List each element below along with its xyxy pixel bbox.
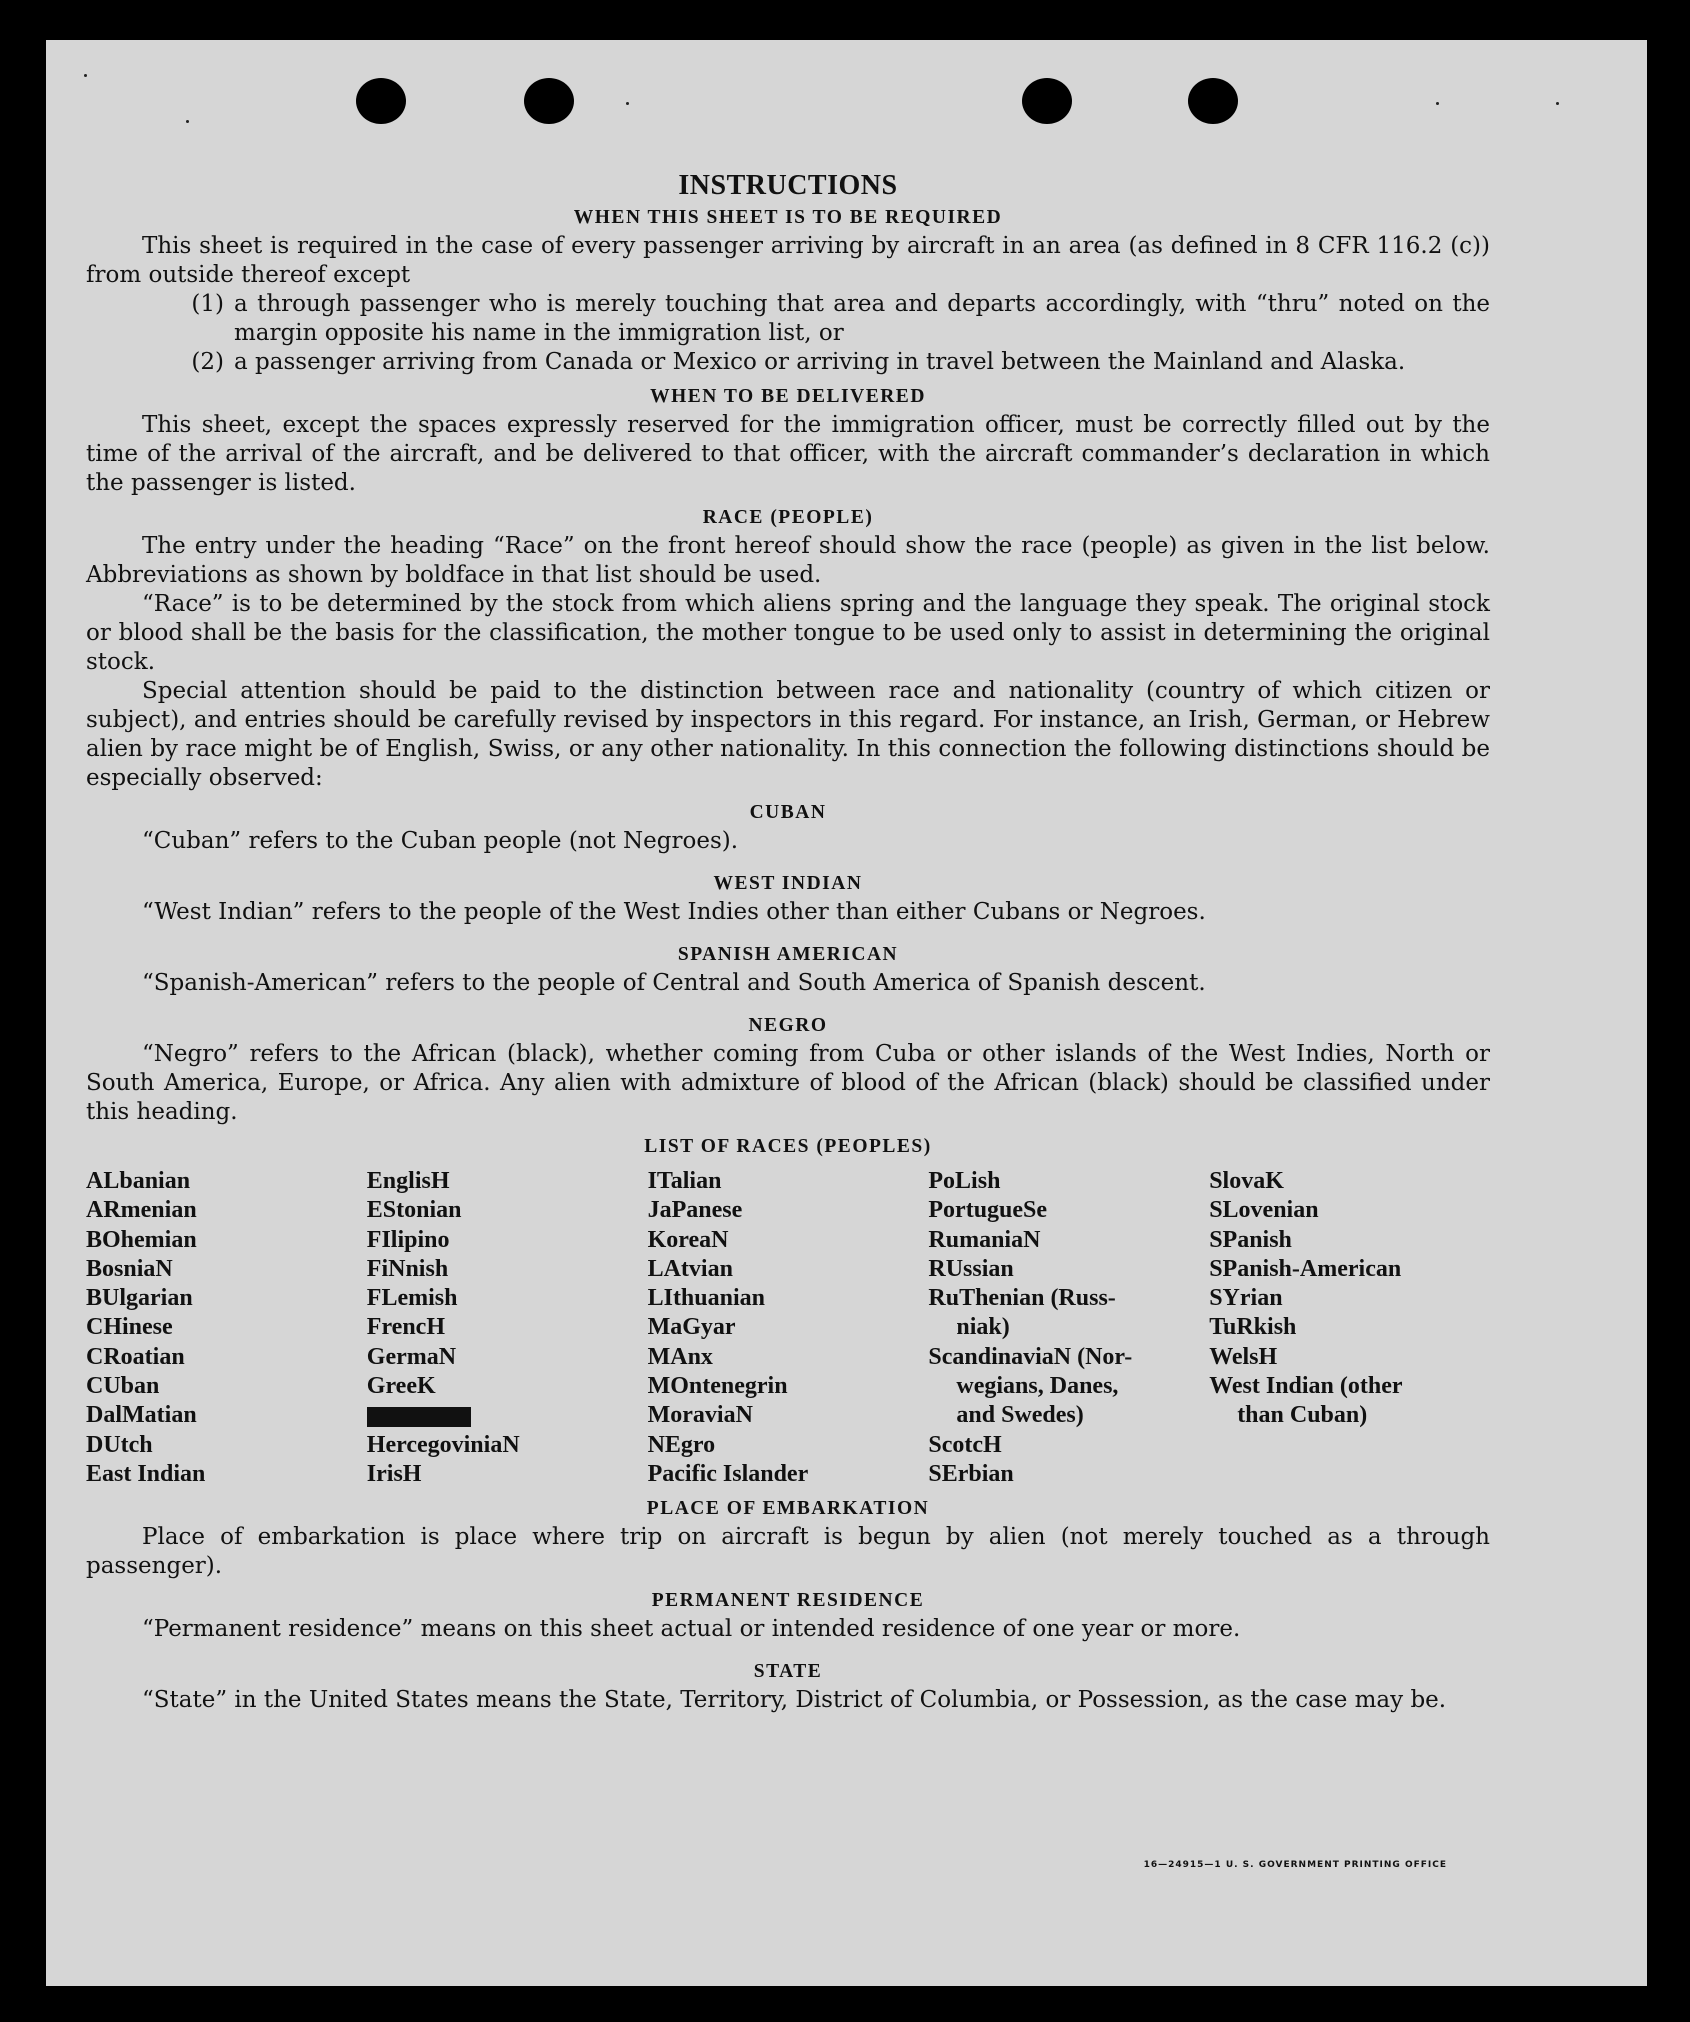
cuban-text: “Cuban” refers to the Cuban people (not Negroes). — [142, 828, 739, 854]
races-column-2 — [367, 1167, 648, 1489]
race-paragraph-2: “Race” is to be determined by the stock from which aliens spring and the language they speak. The original stock or blood shall be the basis for the classification, the mother tongue to be used only to assist in determining the original stock. — [86, 591, 1490, 675]
race-entry-line: and Swedes) — [956, 1402, 1084, 1429]
exception-item — [86, 348, 1490, 377]
embarkation-text: Place of embarkation is place where trip on aircraft is begun by alien (not merely touched as a through passenger). — [86, 1524, 1490, 1580]
race-entry: FLemish — [366, 1285, 458, 1312]
race-entry-ruthenian — [928, 1284, 1209, 1343]
print-code: 16—24915—1 U. S. GOVERNMENT PRINTING OFFICE — [1143, 1860, 1447, 1870]
race-entry: CHinese — [86, 1314, 173, 1341]
speck — [626, 102, 629, 105]
race-paragraph-3: Special attention should be paid to the distinction between race and nationality (country of which citizen or subject), and entries should be carefully revised by inspectors in this regard. For instance, an Irish, German, or Hebrew alien by race might be of English, Swiss, or any other nationality. In this connection the following distinctions should be especially observed: — [86, 678, 1490, 791]
race-entry: BUlgarian — [86, 1285, 193, 1312]
negro-text: “Negro” refers to the African (black), whether coming from Cuba or other islands of the West Indies, North or South America, Europe, or Africa. Any alien with admixture of blood of the African (black) should be classified under this heading. — [86, 1041, 1490, 1125]
race-entry: EnglisH — [366, 1168, 450, 1194]
item-text: a through passenger who is merely touching that area and departs accordingly, with “thru” noted on the margin opposite his name in the immigration list, or — [234, 291, 1490, 346]
section-heading-when-required: WHEN THIS SHEET IS TO BE REQUIRED — [573, 207, 1003, 228]
race-entry-line: niak) — [956, 1314, 1010, 1341]
exception-item — [86, 290, 1490, 348]
section-heading-races-list: LIST OF RACES (PEOPLES) — [644, 1136, 932, 1157]
race-entry: BOhemian — [86, 1226, 197, 1253]
speck — [186, 120, 189, 123]
punch-hole — [1188, 78, 1238, 124]
race-entry: MaGyar — [647, 1314, 736, 1341]
race-entry: GermaN — [366, 1343, 457, 1370]
section-heading-cuban: CUBAN — [749, 802, 827, 823]
race-entry: JaPanese — [647, 1197, 743, 1224]
section-heading-spanish-american: SPANISH AMERICAN — [677, 944, 899, 965]
race-entry: PortugueSe — [928, 1197, 1048, 1224]
section-heading-embarkation: PLACE OF EMBARKATION — [646, 1498, 930, 1520]
race-entry: SPanish — [1209, 1226, 1292, 1253]
race-entry: RUssian — [928, 1255, 1014, 1282]
race-entry: EStonian — [366, 1197, 462, 1224]
race-entry-line: RuThenian (Russ- — [928, 1285, 1116, 1312]
when-delivered-text: This sheet, except the spaces expressly reserved for the immigration officer, must be correctly filled out by the time of the arrival of the aircraft, and be delivered to that officer, with the aircraft commander’s declaration in which the passenger is listed. — [86, 412, 1490, 496]
race-entry: FIlipino — [366, 1226, 450, 1253]
race-entry: MAnx — [647, 1343, 713, 1370]
section-heading-state: STATE — [753, 1661, 823, 1683]
item-number: (1) — [191, 291, 224, 317]
residence-text: “Permanent residence” means on this sheet actual or intended residence of one year or more. — [142, 1616, 1241, 1643]
race-entry-redacted — [367, 1401, 648, 1430]
race-entry: SYrian — [1209, 1285, 1283, 1312]
punch-hole — [356, 78, 406, 124]
race-entry: SlovaK — [1209, 1168, 1284, 1194]
section-heading-race: RACE (PEOPLE) — [702, 507, 874, 528]
section-heading-west-indian: WEST INDIAN — [713, 873, 863, 894]
race-entry: Pacific Islander — [647, 1460, 809, 1487]
section-heading-when-delivered: WHEN TO BE DELIVERED — [650, 386, 926, 407]
speck — [84, 74, 87, 77]
races-column-3 — [648, 1167, 929, 1489]
race-entry: ScotcH — [928, 1431, 1002, 1458]
speck — [1556, 102, 1559, 105]
punch-hole — [1022, 78, 1072, 124]
punch-hole — [524, 78, 574, 124]
race-entry: IrisH — [366, 1460, 422, 1487]
page-title: INSTRUCTIONS — [678, 170, 898, 201]
race-entry: DalMatian — [86, 1402, 197, 1429]
item-number: (2) — [191, 349, 224, 375]
race-entry: GreeK — [366, 1373, 436, 1400]
race-entry: CRoatian — [86, 1343, 185, 1370]
race-entry: BosniaN — [86, 1255, 173, 1282]
west-indian-text: “West Indian” refers to the people of the West Indies other than either Cubans or Negroes. — [142, 899, 1206, 925]
race-entry: MOntenegrin — [647, 1373, 788, 1400]
race-entry: SErbian — [928, 1460, 1014, 1487]
race-entry: NEgro — [647, 1431, 716, 1458]
section-heading-negro: NEGRO — [748, 1015, 828, 1036]
race-entry: RumaniaN — [928, 1226, 1041, 1253]
instructions-content — [86, 168, 1490, 1715]
section-heading-permanent-residence: PERMANENT RESIDENCE — [651, 1590, 925, 1612]
races-column-4 — [928, 1167, 1209, 1489]
race-entry: FrencH — [366, 1314, 445, 1341]
race-entry: FiNnish — [366, 1255, 449, 1282]
race-entry: LIthuanian — [647, 1285, 765, 1312]
race-entry: ALbanian — [86, 1168, 191, 1194]
race-entry: ARmenian — [86, 1197, 197, 1224]
race-entry: TuRkish — [1209, 1314, 1297, 1341]
race-entry: SPanish-American — [1209, 1255, 1402, 1282]
race-entry-line: wegians, Danes, — [956, 1373, 1119, 1400]
spanish-american-text: “Spanish-American” refers to the people of Central and South America of Spanish descent. — [142, 970, 1206, 996]
race-entry: HercegoviniaN — [366, 1431, 520, 1458]
race-entry: East Indian — [86, 1460, 206, 1487]
race-entry: DUtch — [86, 1431, 153, 1458]
redaction-mark — [367, 1407, 471, 1427]
race-entry: SLovenian — [1209, 1197, 1319, 1224]
race-entry-line: than Cuban) — [1237, 1402, 1368, 1429]
speck — [1436, 102, 1439, 105]
race-entry: ITalian — [647, 1168, 722, 1194]
item-text: a passenger arriving from Canada or Mexico or arriving in travel between the Mainland and Alaska. — [234, 349, 1406, 375]
race-entry: LAtvian — [647, 1255, 733, 1282]
document-sheet — [46, 40, 1647, 1986]
when-required-intro: This sheet is required in the case of every passenger arriving by aircraft in an area (as defined in 8 CFR 116.2 (c)) from outside thereof except — [86, 233, 1490, 288]
race-entry: PoLish — [928, 1168, 1001, 1194]
race-entry-west-indian — [1209, 1372, 1490, 1431]
races-column-5 — [1209, 1167, 1490, 1489]
race-entry: MoraviaN — [647, 1402, 753, 1429]
race-paragraph-1: The entry under the heading “Race” on the front hereof should show the race (people) as given in the list below. Abbreviations as shown by boldface in that list should be used. — [86, 533, 1490, 588]
race-entry-scandinavian — [928, 1343, 1209, 1431]
race-entry-line: West Indian (other — [1209, 1373, 1403, 1400]
state-text: “State” in the United States means the State, Territory, District of Columbia, or Possession, as the case may be. — [142, 1687, 1447, 1714]
race-entry: KoreaN — [647, 1226, 729, 1253]
races-list — [86, 1167, 1490, 1489]
race-entry: WelsH — [1209, 1343, 1278, 1370]
race-entry: CUban — [86, 1373, 160, 1400]
race-entry-line: ScandinaviaN (Nor- — [928, 1343, 1133, 1370]
races-column-1 — [86, 1167, 367, 1489]
